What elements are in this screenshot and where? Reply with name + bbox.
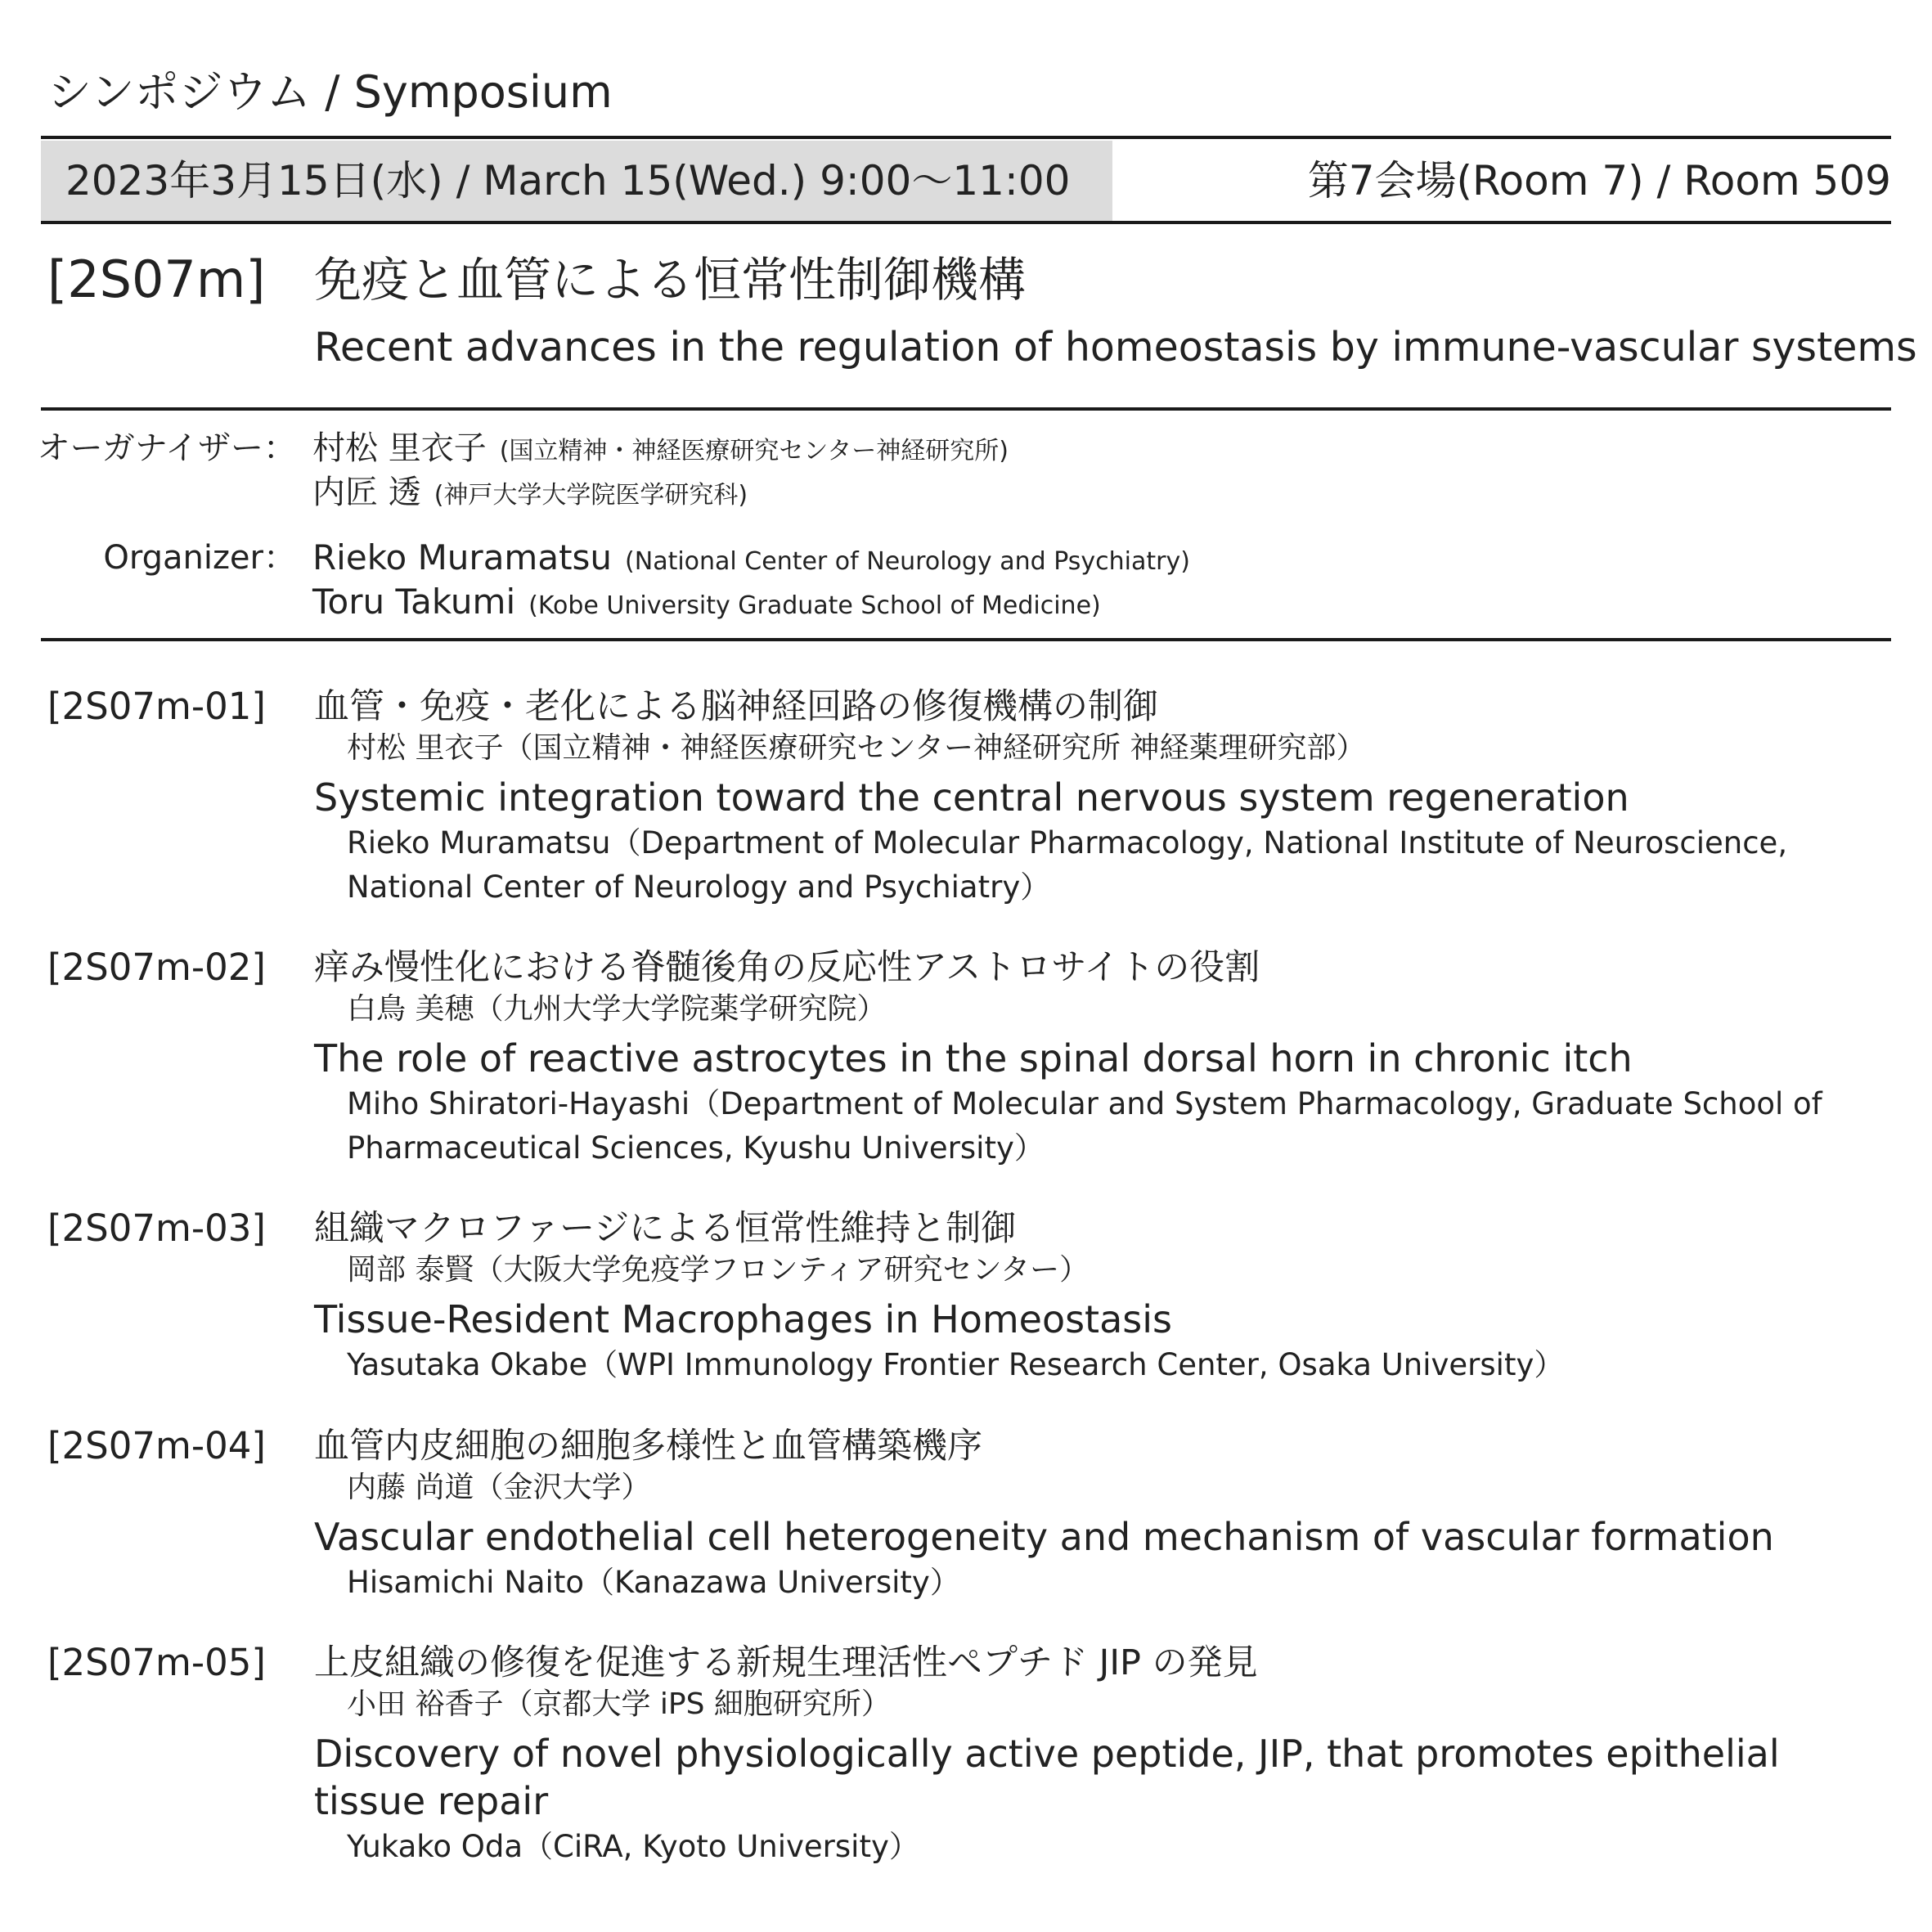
talk-author-jp: 村松 里衣子（国立精神・神経医療研究センター神経研究所 神経薬理研究部） bbox=[347, 731, 1366, 765]
header-bottom-rule bbox=[41, 221, 1891, 224]
talk-code: [2S07m-01] bbox=[47, 685, 266, 728]
section-title: シンポジウム / Symposium bbox=[47, 66, 613, 118]
talk-title-jp: 痒み慢性化における脊髄後角の反応性アストロサイトの役割 bbox=[314, 947, 1260, 988]
top-rule bbox=[41, 136, 1891, 139]
organizer-jp-2 bbox=[312, 471, 748, 517]
organizer-jp-1 bbox=[312, 427, 1009, 473]
talk-title-en: Vascular endothelial cell heterogeneity and mechanism of vascular formation bbox=[314, 1515, 1774, 1559]
talk-title-en: Discovery of novel physiologically active peptide, JIP, that promotes epithelial tissue repair bbox=[314, 1732, 1780, 1823]
talk-author-en: Yasutaka Okabe（WPI Immunology Frontier Research Center, Osaka University） bbox=[347, 1347, 1565, 1382]
organizer-en-1 bbox=[312, 537, 1190, 583]
talk-code: [2S07m-03] bbox=[47, 1206, 266, 1250]
talk-title-jp: 血管・免疫・老化による脳神経回路の修復機構の制御 bbox=[314, 686, 1158, 727]
talk-author-jp: 内藤 尚道（金沢大学） bbox=[347, 1471, 651, 1504]
talk-title-en: Systemic integration toward the central nervous system regeneration bbox=[314, 775, 1629, 820]
talk-author-jp: 白鳥 美穂（九州大学大学院薬学研究院） bbox=[347, 992, 887, 1026]
organizer-label-jp: オーガナイザー： bbox=[37, 429, 296, 467]
talk-title-en: Tissue-Resident Macrophages in Homeostasis bbox=[314, 1297, 1172, 1341]
organizer-affiliation: (国立精神・神経医療研究センター神経研究所) bbox=[499, 437, 1009, 465]
session-bottom-rule bbox=[41, 407, 1891, 411]
organizer-affiliation: (神戸大学大学院医学研究科) bbox=[434, 481, 748, 510]
talk-code: [2S07m-04] bbox=[47, 1424, 266, 1467]
organizer-label-en: Organizer： bbox=[103, 539, 296, 577]
talk-title-jp: 組織マクロファージによる恒常性維持と制御 bbox=[314, 1208, 1017, 1249]
talk-author-en: Yukako Oda（CiRA, Kyoto University） bbox=[347, 1829, 919, 1864]
organizer-en-2 bbox=[312, 581, 1101, 627]
organizer-affiliation: (National Center of Neurology and Psychiatry) bbox=[625, 547, 1190, 576]
talk-author-jp: 小田 裕香子（京都大学 iPS 細胞研究所） bbox=[347, 1687, 891, 1721]
session-title-en: Recent advances in the regulation of homeostasis by immune-vascular systems bbox=[314, 324, 1917, 371]
session-room: 第7会場(Room 7) / Room 509 bbox=[1307, 157, 1891, 204]
talk-author-jp: 岡部 泰賢（大阪大学免疫学フロンティア研究センター） bbox=[347, 1253, 1090, 1287]
talk-title-jp: 血管内皮細胞の細胞多様性と血管構築機序 bbox=[314, 1426, 982, 1467]
talk-author-en: Rieko Muramatsu（Department of Molecular Pharmacology, National Institute of Neuroscience, National Center of Neurology and Psychiatry） bbox=[347, 825, 1788, 905]
organizers-bottom-rule bbox=[41, 638, 1891, 641]
talk-title-en: The role of reactive astrocytes in the spinal dorsal horn in chronic itch bbox=[314, 1036, 1633, 1081]
organizer-name: Toru Takumi bbox=[312, 582, 516, 622]
talk-author-en: Hisamichi Naito（Kanazawa University） bbox=[347, 1565, 960, 1600]
talk-code: [2S07m-02] bbox=[47, 946, 266, 989]
session-code: [2S07m] bbox=[47, 249, 266, 309]
talk-author-en: Miho Shiratori-Hayashi（Department of Molecular and System Pharmacology, Graduate School of Pharmaceutical Sciences, Kyushu University） bbox=[347, 1086, 1822, 1166]
talk-code: [2S07m-05] bbox=[47, 1641, 266, 1684]
session-title-jp: 免疫と血管による恒常性制御機構 bbox=[314, 252, 1027, 308]
talk-title-jp: 上皮組織の修復を促進する新規生理活性ペプチド JIP の発見 bbox=[314, 1642, 1258, 1683]
organizer-name: Rieko Muramatsu bbox=[312, 537, 613, 577]
organizer-name: 村松 里衣子 bbox=[312, 429, 487, 467]
organizer-affiliation: (Kobe University Graduate School of Medicine) bbox=[528, 591, 1101, 620]
session-date: 2023年3月15日(水) / March 15(Wed.) 9:00～11:00 bbox=[65, 157, 1071, 204]
organizer-name: 内匠 透 bbox=[312, 474, 421, 511]
